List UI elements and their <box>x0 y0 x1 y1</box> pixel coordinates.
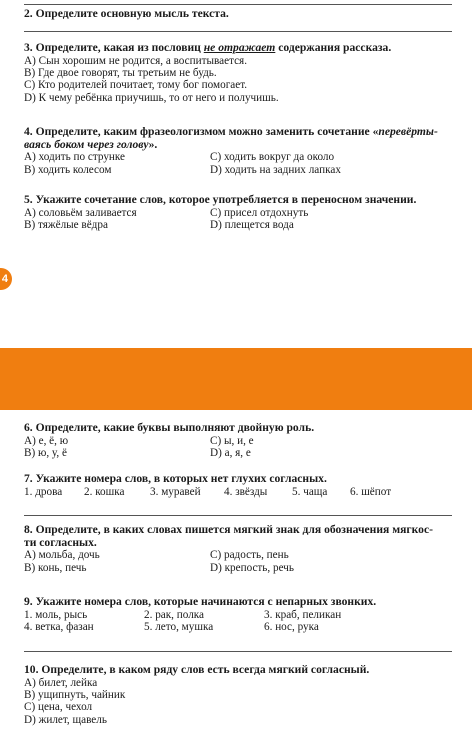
q4-option-a[interactable]: А) ходить по струнке <box>24 151 126 164</box>
q10-option-c[interactable]: С) цена, чехол <box>24 701 93 714</box>
q9-option-3[interactable]: 3. краб, пеликан <box>264 608 342 621</box>
q9-option-2[interactable]: 2. рак, полка <box>144 608 205 621</box>
question-6 <box>24 422 456 459</box>
q6-option-d[interactable]: D) а, я, е <box>210 447 251 459</box>
q8-option-a[interactable]: А) мольба, дочь <box>24 549 100 562</box>
question-7-title: 7. Укажите номера слов, в которых нет глухих согласных. <box>24 472 327 485</box>
q7-options <box>24 486 456 498</box>
q9-options <box>24 609 456 634</box>
q6-options <box>24 435 456 460</box>
question-3-title: 3. Определите, какая из пословиц не отражает содержания рассказа. <box>24 41 392 54</box>
question-8 <box>24 524 456 574</box>
q10-option-d[interactable]: D) жилет, щавель <box>24 713 107 726</box>
worksheet-page-top <box>0 0 472 348</box>
q6-option-b[interactable]: В) ю, у, ё <box>24 447 67 459</box>
q3-option-a[interactable]: А) Сын хорошим не родится, а воспитывается. <box>24 54 248 67</box>
q7-option-3[interactable]: 3. муравей <box>150 485 201 498</box>
page-number-badge: 4 <box>0 268 12 290</box>
q9-option-6[interactable]: 6. нос, рука <box>264 621 319 633</box>
question-2 <box>24 8 456 21</box>
top-rule <box>24 4 452 5</box>
question-4 <box>24 126 456 176</box>
q3-option-d[interactable]: D) К чему ребёнка приучишь, то от него и получишь. <box>24 91 279 104</box>
q9-option-1[interactable]: 1. моль, рысь <box>24 608 88 621</box>
q5-option-b[interactable]: В) тяжёлые вёдра <box>24 219 108 231</box>
q5-options <box>24 207 456 232</box>
q4-option-c[interactable]: С) ходить вокруг да около <box>210 151 335 164</box>
q9-option-5[interactable]: 5. лето, мушка <box>144 621 214 633</box>
q5-option-c[interactable]: С) присел отдохнуть <box>210 206 309 219</box>
q6-option-c[interactable]: С) ы, и, е <box>210 434 254 447</box>
q10-option-a[interactable]: А) билет, лейка <box>24 676 98 689</box>
question-9 <box>24 596 456 633</box>
question-2-title: 2. Определите основную мысль текста. <box>24 7 229 20</box>
question-5 <box>24 194 456 231</box>
question-8-title: 8. Определите, в каких словах пишется мягкий знак для обозначения мягкос- ти согласных. <box>24 523 433 549</box>
q5-option-d[interactable]: D) плещется вода <box>210 219 294 231</box>
q3-option-c[interactable]: С) Кто родителей почитает, тому бог помогает. <box>24 79 248 92</box>
q3-option-b[interactable]: В) Где двое говорят, ты третьим не будь. <box>24 67 217 79</box>
answer-line <box>24 515 452 516</box>
answer-line <box>24 31 452 32</box>
q6-option-a[interactable]: А) е, ё, ю <box>24 434 69 447</box>
q4-options <box>24 151 456 176</box>
worksheet-page-bottom <box>0 410 472 734</box>
q8-option-d[interactable]: D) крепость, речь <box>210 561 295 574</box>
q8-option-b[interactable]: В) конь, печь <box>24 561 87 574</box>
q9-option-4[interactable]: 4. ветка, фазан <box>24 621 94 633</box>
question-6-title: 6. Определите, какие буквы выполняют двойную роль. <box>24 421 315 434</box>
q8-option-c[interactable]: С) радость, пень <box>210 549 289 562</box>
q7-option-6[interactable]: 6. шёпот <box>350 485 392 498</box>
question-4-title: 4. Определите, каким фразеологизмом можно заменить сочетание «перевёрты- ваясь боком через голову». <box>24 125 438 151</box>
question-7 <box>24 473 456 498</box>
q7-option-2[interactable]: 2. кошка <box>84 485 125 498</box>
q7-option-5[interactable]: 5. чаща <box>292 485 328 498</box>
q7-option-1[interactable]: 1. дрова <box>24 485 63 498</box>
q8-options <box>24 549 456 574</box>
answer-line <box>24 651 452 652</box>
q7-option-4[interactable]: 4. звёзды <box>224 485 268 498</box>
q4-option-d[interactable]: D) ходить на задних лапках <box>210 163 341 176</box>
q10-option-b[interactable]: В) ущипнуть, чайник <box>24 689 126 701</box>
question-9-title: 9. Укажите номера слов, которые начинаются с непарных звонких. <box>24 595 377 608</box>
question-3 <box>24 42 456 104</box>
q5-option-a[interactable]: А) соловьём заливается <box>24 206 137 219</box>
question-5-title: 5. Укажите сочетание слов, которое употребляется в переносном значении. <box>24 193 417 206</box>
question-10-title: 10. Определите, в каком ряду слов есть всегда мягкий согласный. <box>24 663 370 676</box>
question-10 <box>24 664 456 726</box>
orange-banner <box>0 348 472 410</box>
q4-option-b[interactable]: В) ходить колесом <box>24 163 112 176</box>
